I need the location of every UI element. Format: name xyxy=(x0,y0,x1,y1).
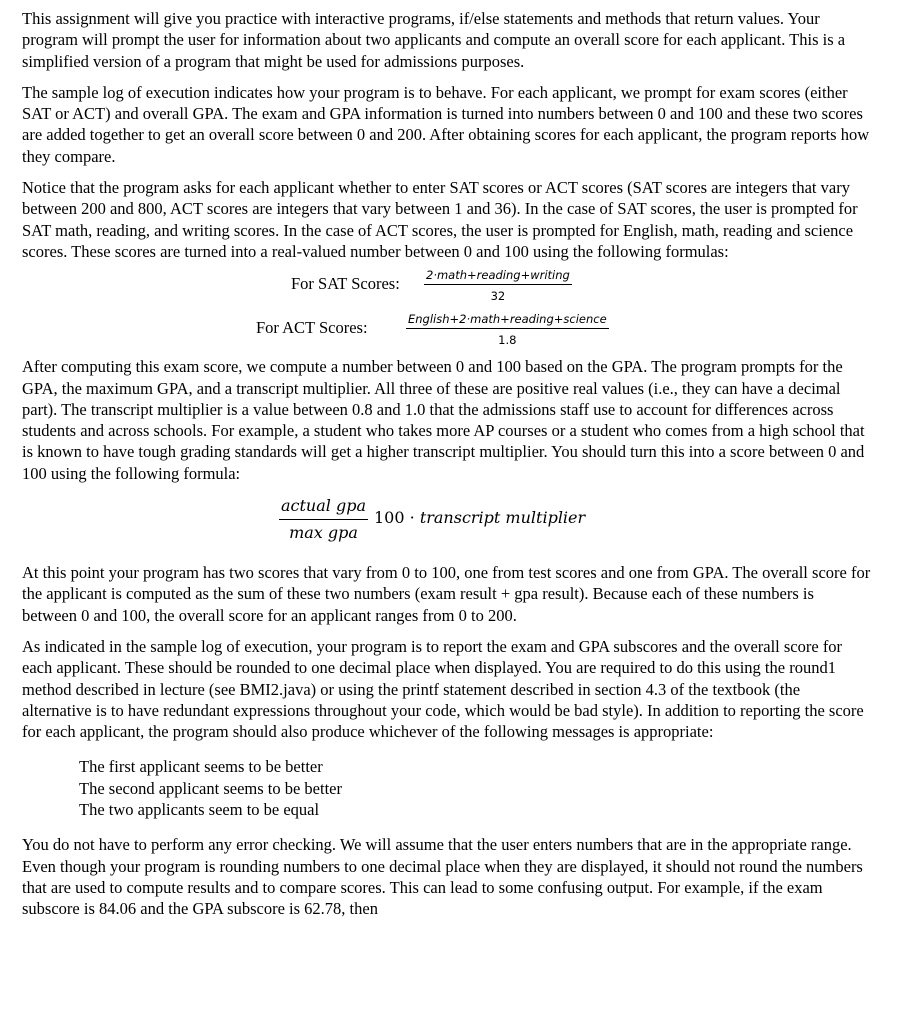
act-formula xyxy=(22,312,872,356)
error-checking-paragraph: You do not have to perform any error checking. We will assume that the user enters numbers that are in the appropriate range. Even though your program is rounding numbers to one decimal place when they are displayed, it should not round the numbers that are used to compute results and to compare scores. This can lead to some confusing output. For example, if the exam subscore is 84.06 and the GPA subscore is 62.78, then xyxy=(22,835,863,919)
message-first-better: The first applicant seems to be better xyxy=(79,757,323,777)
sat-fraction xyxy=(424,268,572,303)
overall-score-paragraph: At this point your program has two scores that vary from 0 to 100, one from test scores and one from GPA. The overall score for the applicant is computed as the sum of these two numbers (exam result + gpa result). Because each of these numbers is between 0 and 100, the overall score for an applicant ranges from 0 to 200. xyxy=(22,563,871,625)
report-paragraph: As indicated in the sample log of execution, your program is to report the exam and GPA subscores and the overall score for each applicant. These should be rounded to one decimal place when displayed. You are required to do this using the round1 method described in lecture (see BMI2.java) or using the printf statement described in section 4.3 of the textbook (the alternative is to have redundant expressions throughout your code, which would be bad style). In addition to reporting the score for each applicant, the program should also produce whichever of the following messages is appropriate: xyxy=(22,636,864,742)
intro-paragraph: This assignment will give you practice with interactive programs, if/else statements and methods that return values. Your program will prompt the user for information about two applicants and compute an overall score for each applicant. This is a simplified version of a program that might be used for admissions purposes. xyxy=(22,9,846,71)
gpa-numerator: actual gpa xyxy=(279,496,368,520)
act-fraction xyxy=(406,312,609,347)
act-numerator: English+2·math+reading+science xyxy=(406,312,609,329)
act-denominator: 1.8 xyxy=(498,333,517,348)
sat-formula xyxy=(22,268,872,312)
message-second-better: The second applicant seems to be better xyxy=(79,778,342,798)
sat-formula-label: For SAT Scores: xyxy=(291,274,400,294)
gpa-hundred: 100 · xyxy=(374,508,415,528)
gpa-denominator: max gpa xyxy=(289,523,358,543)
sat-numerator: 2·math+reading+writing xyxy=(424,268,572,285)
gpa-formula xyxy=(22,496,872,546)
sat-denominator: 32 xyxy=(490,289,506,304)
exam-scores-paragraph: Notice that the program asks for each applicant whether to enter SAT scores or ACT scores (SAT scores are integers that vary between 200 and 800, ACT scores are integers that vary between 1 and 36). In the case of SAT scores, the user is prompted for SAT math, reading, and writing scores. In the case of ACT scores, the user is prompted for English, math, reading and science scores. These scores are turned into a real-valued number between 0 and 100 using the following formulas: xyxy=(22,178,858,261)
gpa-paragraph: After computing this exam score, we compute a number between 0 and 100 based on the GPA. The program prompts for the GPA, the maximum GPA, and a transcript multiplier. All three of these are positive real values (i.e., they can have a decimal part). The transcript multiplier is a value between 0.8 and 1.0 that the admissions staff use to account for differences across students and across schools. For example, a student who takes more AP courses or a student who comes from a high school that is known to have tough grading standards will get a higher transcript multiplier. You should turn this into a score between 0 and 100 using the following formula: xyxy=(22,357,865,483)
sample-log-paragraph: The sample log of execution indicates how your program is to behave. For each applicant, we prompt for exam scores (either SAT or ACT) and overall GPA. The exam and GPA information is turned into numbers between 0 and 100 and these two scores are added together to get an overall score between 0 and 200. After obtaining scores for each applicant, the program reports how they compare. xyxy=(22,82,870,166)
message-list xyxy=(79,756,872,820)
gpa-multiplier-term xyxy=(374,508,585,527)
act-formula-label: For ACT Scores: xyxy=(256,318,368,338)
message-equal: The two applicants seem to be equal xyxy=(79,800,320,820)
gpa-multiplier: transcript multiplier xyxy=(419,508,586,528)
assignment-document xyxy=(22,8,872,920)
gpa-fraction xyxy=(279,496,368,544)
